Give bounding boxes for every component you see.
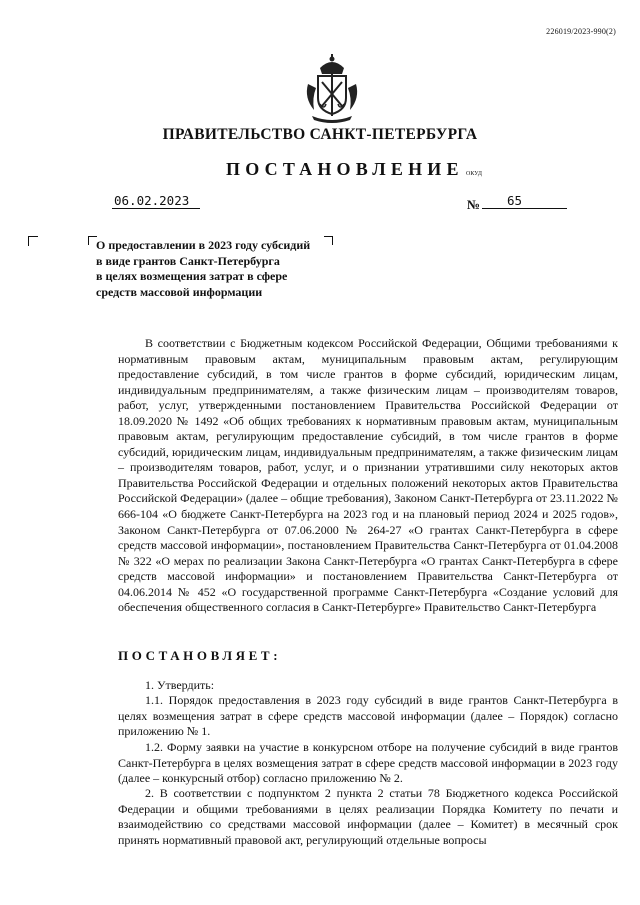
subject-line: средств массовой информации <box>96 284 263 299</box>
preamble-paragraph: В соответствии с Бюджетным кодексом Российской Федерации, Общими требованиями к нормативным правовым актам, муниципальным правовым актам, регулирующим предоставление субсидий, в том числе грантов в форме субсидий, юридическим лицам, индивидуальным предпринимателям, а также физическим лицам – производителям товаров, работ, услуг, утвержденными постановлением Правительства Российской Федерации от 18.09.2020 № 1492 «Об общих требованиях к нормативным правовым актам, муниципальным правовым актам, регулирующим предоставление субсидий, в том числе грантов в форме субсидий, юридическим лицам, индивидуальным предпринимателям, а также физическим лицам – производителям товаров, работ, услуг, и о признании утратившими силу некоторых актов Правительства Российской Федерации и отдельных положений некоторых актов Правительства Российской Федерации» (далее – общие требования), Законом Санкт-Петербурга от 23.11.2022 № 666-104 «О бюджете Санкт-Петербурга на 2023 год и на плановый период 2024 и 2025 годов», Законом Санкт-Петербурга от 07.06.2000 № 264-27 «О грантах Санкт-Петербурга в сфере средств массовой информации», постановлением Правительства Санкт-Петербурга от 01.04.2008 № 322 «О мерах по реализации Закона Санкт-Петербурга «О грантах Санкт-Петербурга в сфере средств массовой информации» и постановлением Правительства Санкт-Петербурга от 04.06.2014 № 452 «О государственной программе Санкт-Петербурга «Создание условий для обеспечения общественного согласия в Санкт-Петербурге» Правительство Санкт-Петербурга <box>118 336 618 615</box>
document-registration-number: 226019/2023-990(2) <box>546 27 616 36</box>
subject-line: в целях возмещения затрат в сфере <box>96 269 288 283</box>
coat-of-arms-icon <box>302 54 362 124</box>
item-1-2: 1.2. Форму заявки на участие в конкурсном отборе на получение субсидий в виде грантов Санкт-Петербурга в целях возмещения затрат в сфере средств массовой информации в 2023 году (далее – конкурсный отбор) согласно приложению № 2. <box>118 740 618 786</box>
item-2: 2. В соответствии с подпунктом 2 пункта 2 статьи 78 Бюджетного кодекса Российской Федерации и общими требованиями в целях реализации Порядка Комитету по печати и взаимодействию со средствами массовой информации (далее – Комитет) в месячный срок принять нормативный правовой акт, регулирующий отдельные вопросы <box>118 786 618 847</box>
decree-subject <box>96 238 336 300</box>
decree-date: 06.02.2023 <box>112 194 200 209</box>
item-1-1: 1.1. Порядок предоставления в 2023 году субсидий в виде грантов Санкт-Петербурга в целях возмещения затрат в сфере средств массовой информации (далее – Порядок) согласно приложению № 1. <box>118 693 618 739</box>
government-name: ПРАВИТЕЛЬСТВО САНКТ-ПЕТЕРБУРГА <box>162 126 478 143</box>
subject-line: в виде грантов Санкт-Петербурга <box>96 253 280 268</box>
decree-number: 65 <box>482 194 567 209</box>
subject-line: О предоставлении в 2023 году субсидий <box>96 238 311 252</box>
decree-heading: ПОСТАНОВЛЕНИЕ <box>226 159 464 179</box>
number-sign: № <box>467 197 481 212</box>
resolves-heading: ПОСТАНОВЛЯЕТ: <box>118 648 282 663</box>
bracket-mark-left <box>28 236 38 246</box>
item-1: 1. Утвердить: <box>145 678 215 692</box>
okud-label: ОКУД <box>466 171 482 177</box>
